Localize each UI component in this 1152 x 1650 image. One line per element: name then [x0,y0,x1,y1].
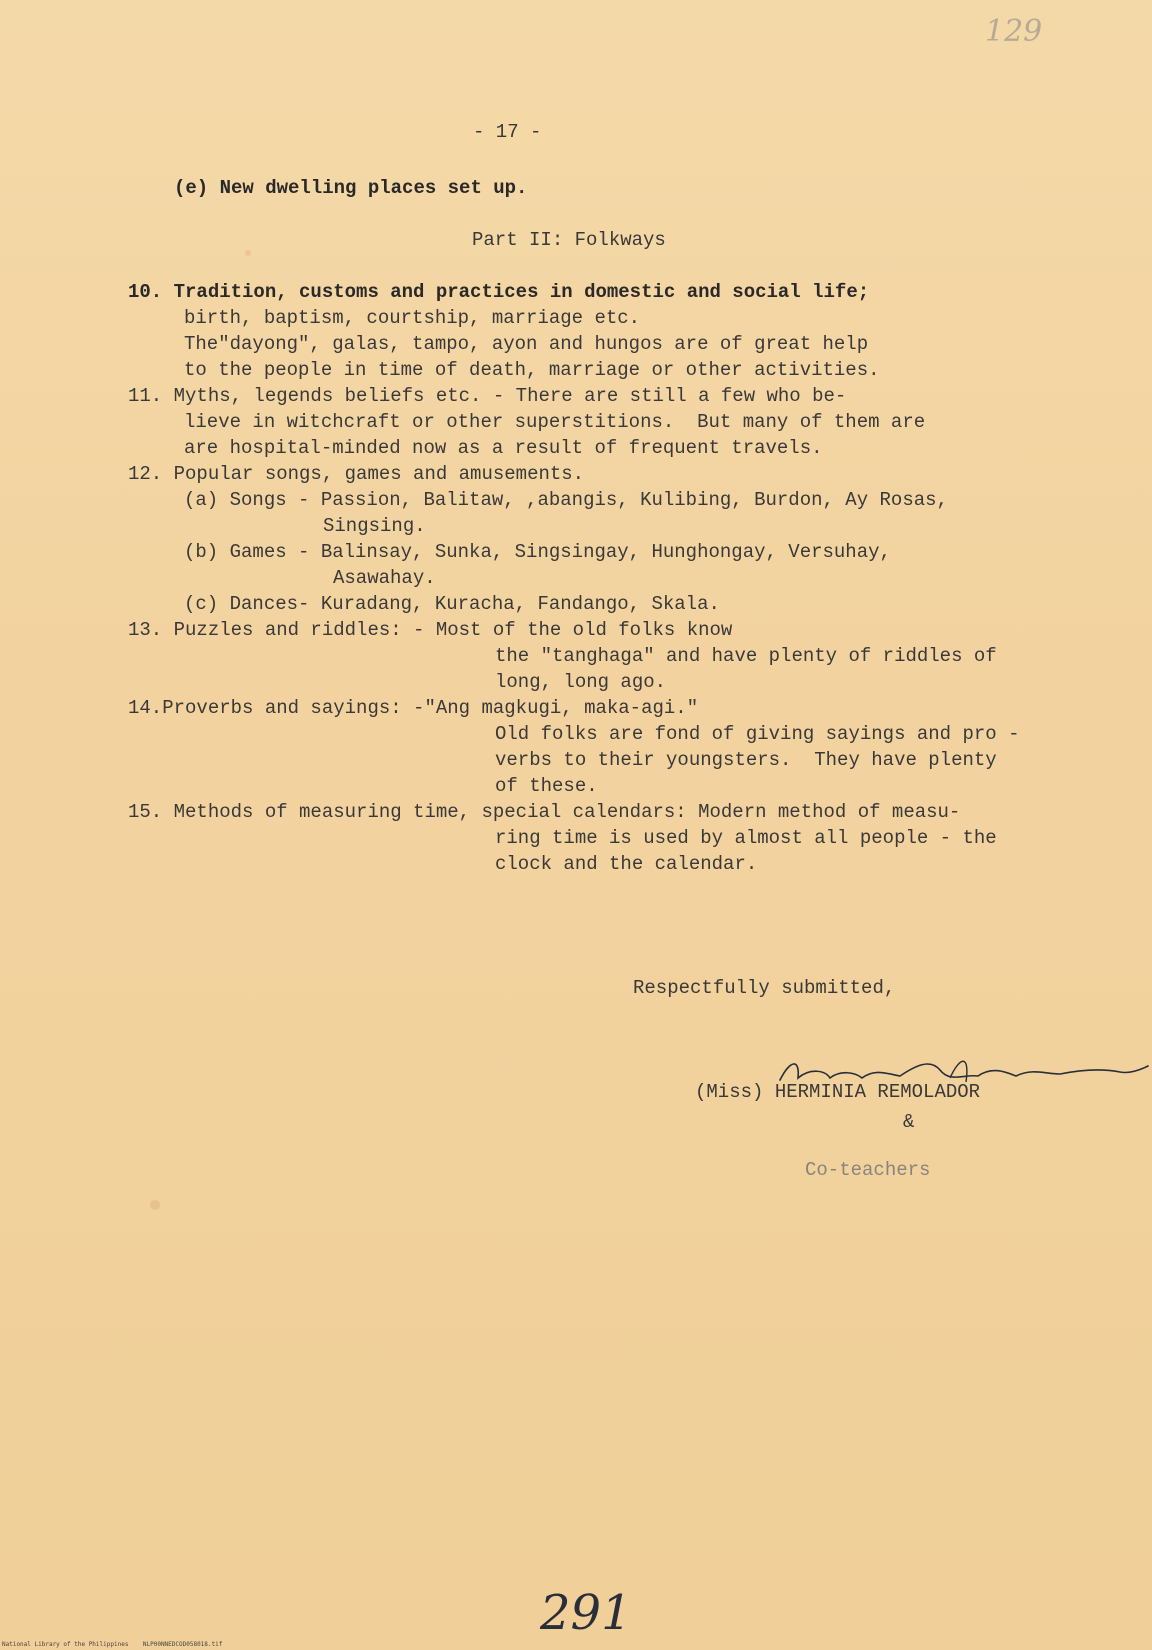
item-14-line-3: verbs to their youngsters. They have plenty [495,749,997,771]
item-11-line-3: are hospital-minded now as a result of frequent travels. [184,437,823,459]
section-heading: Part II: Folkways [472,229,666,251]
item-12a-line-1: (a) Songs - Passion, Balitaw, ,abangis, Kulibing, Burdon, Ay Rosas, [184,489,948,511]
ampersand: & [903,1111,915,1133]
item-14-line-1: 14.Proverbs and sayings: -"Ang magkugi, maka-agi." [128,697,699,719]
item-11-line-2: lieve in witchcraft or other superstitions. But many of them are [184,411,926,433]
item-12b-line-1: (b) Games - Balinsay, Sunka, Singsingay, Hunghongay, Versuhay, [184,541,891,563]
pencil-page-number: 129 [985,14,1043,49]
signatory-name: (Miss) HERMINIA REMOLADOR [695,1081,981,1103]
item-14-line-2: Old folks are fond of giving sayings and pro - [495,723,1020,745]
handwritten-folio-number: 291 [540,1585,632,1641]
item-14-line-4: of these. [495,775,598,797]
item-10-line-1: 10. Tradition, customs and practices in domestic and social life; [128,281,870,303]
item-e-line: (e) New dwelling places set up. [174,177,528,199]
page-number: - 17 - [473,121,542,143]
item-12a-line-2: Singsing. [323,515,426,537]
item-12b-line-2: Asawahay. [333,567,436,589]
archive-footer: National Library of the Philippines NLP00NNEDCOD058018.tif [2,1641,223,1648]
item-15-line-3: clock and the calendar. [495,853,758,875]
coteachers-label: Co-teachers [805,1159,931,1181]
item-12-line-1: 12. Popular songs, games and amusements. [128,463,585,485]
item-15-line-1: 15. Methods of measuring time, special calendars: Modern method of measu- [128,801,961,823]
closing-salutation: Respectfully submitted, [633,977,896,999]
item-15-line-2: ring time is used by almost all people - the [495,827,997,849]
item-11-line-1: 11. Myths, legends beliefs etc. - There are still a few who be- [128,385,847,407]
item-10-line-3: The"dayong", galas, tampo, ayon and hungos are of great help [184,333,869,355]
item-12c-line: (c) Dances- Kuradang, Kuracha, Fandango, Skala. [184,593,720,615]
paper-stain [245,250,251,256]
item-10-line-4: to the people in time of death, marriage or other activities. [184,359,880,381]
paper-stain [150,1200,160,1210]
item-10-line-2: birth, baptism, courtship, marriage etc. [184,307,641,329]
item-13-line-1: 13. Puzzles and riddles: - Most of the old folks know [128,619,733,641]
item-13-line-3: long, long ago. [495,671,667,693]
item-13-line-2: the "tanghaga" and have plenty of riddles of [495,645,997,667]
